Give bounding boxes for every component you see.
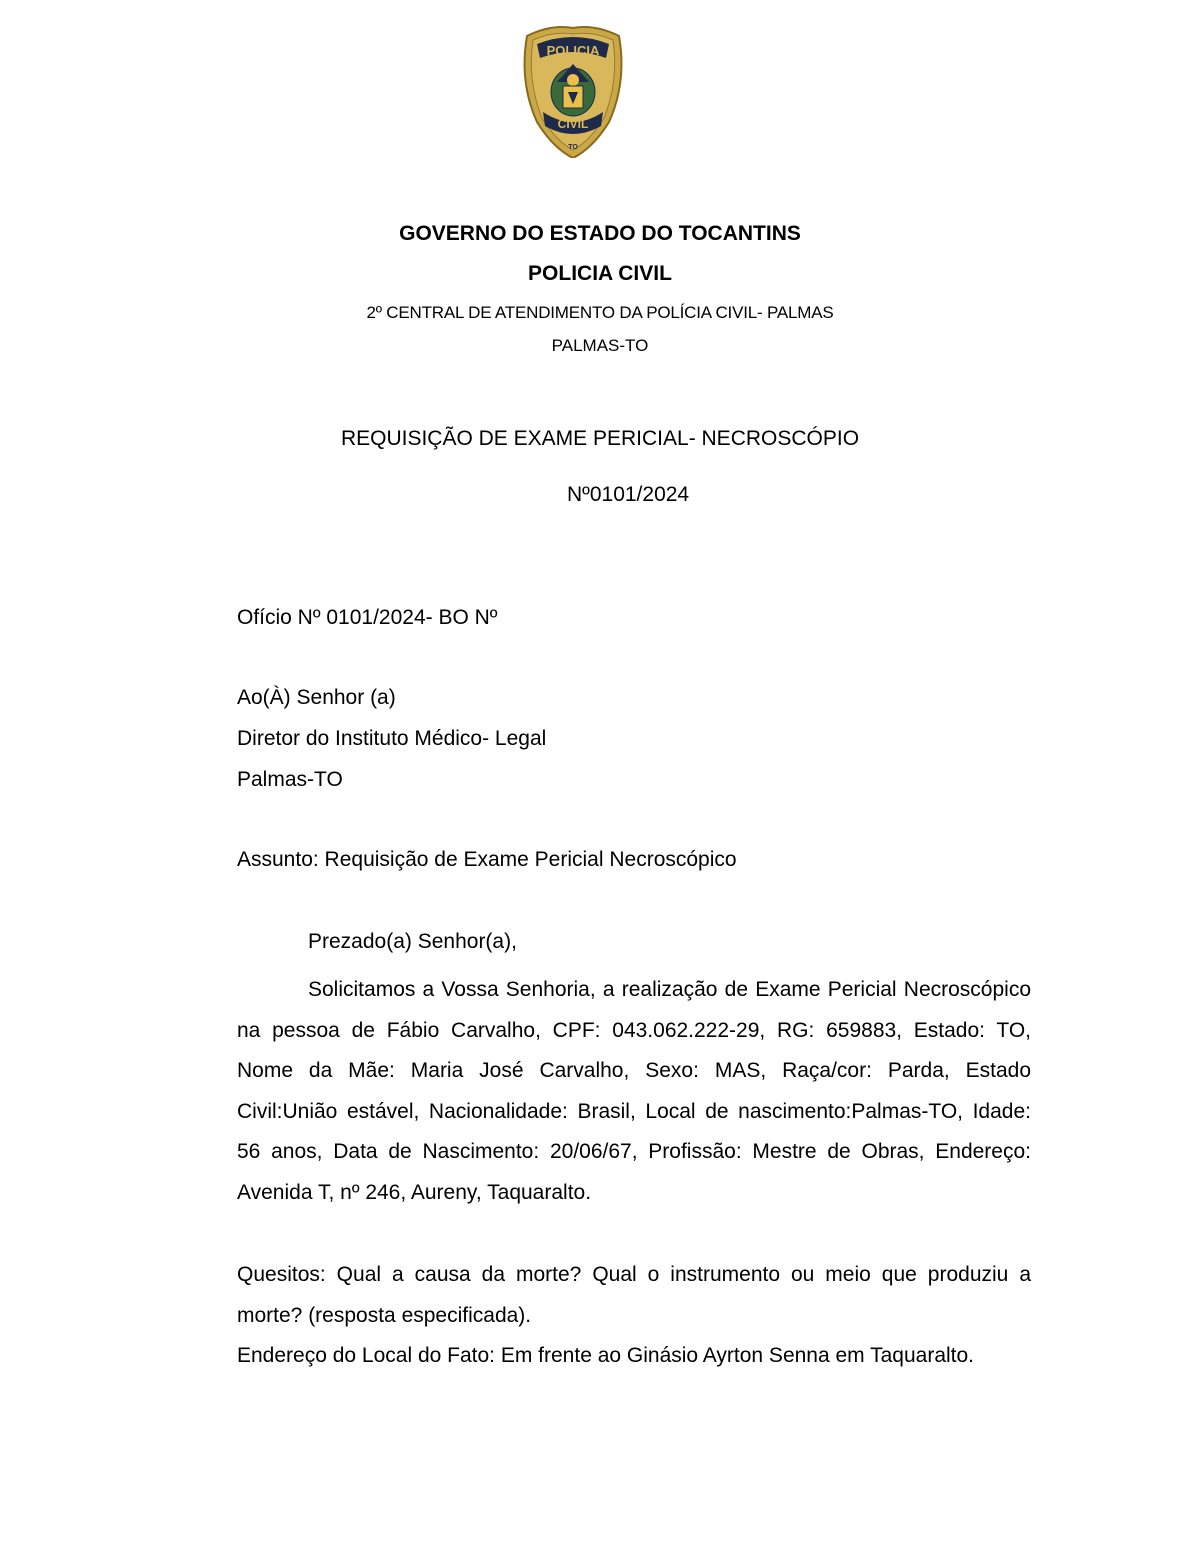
document-title: REQUISIÇÃO DE EXAME PERICIAL- NECROSCÓPIO <box>340 427 860 450</box>
questions-paragraph: Quesitos: Qual a causa da morte? Qual o instrumento ou meio que produziu a morte? (resposta especificada). <box>237 1263 1031 1327</box>
policia-civil-badge-icon <box>521 22 625 158</box>
document-number: Nº0101/2024 <box>567 483 690 506</box>
recipient-title: Diretor do Instituto Médico- Legal <box>237 727 547 750</box>
badge-bottom-text: CIVIL <box>557 117 589 131</box>
badge-state-text: TO <box>568 144 578 151</box>
greeting-line: Prezado(a) Senhor(a), <box>308 930 517 953</box>
request-paragraph: Solicitamos a Vossa Senhoria, a realização de Exame Pericial Necroscópico na pessoa de Fábio Carvalho, CPF: 043.062.222-29, RG: 659883, Estado: TO, Nome da Mãe: Maria José Carvalho, Sexo: MAS, Raça/cor: Parda, Estado Civil:União estável, Nacionalidade: Brasil, Local de nascimento:Palmas-TO, Idade: 56 anos, Data de Nascimento: 20/06/67, Profissão: Mestre de Obras, Endereço: Avenida T, nº 246, Aureny, Taquaralto. <box>237 978 1031 1204</box>
badge-top-text: POLICIA <box>546 43 600 58</box>
recipient-city: Palmas-TO <box>237 768 343 791</box>
subject-line: Assunto: Requisição de Exame Pericial Necroscópico <box>237 848 737 871</box>
city-subheading: PALMAS-TO <box>551 336 649 355</box>
central-subheading: 2º CENTRAL DE ATENDIMENTO DA POLÍCIA CIVIL- PALMAS <box>366 303 834 322</box>
department-heading: POLICIA CIVIL <box>528 262 672 285</box>
government-heading: GOVERNO DO ESTADO DO TOCANTINS <box>399 222 801 245</box>
recipient-line: Ao(À) Senhor (a) <box>237 686 396 709</box>
oficio-line: Ofício Nº 0101/2024- BO Nº <box>237 606 498 629</box>
location-paragraph: Endereço do Local do Fato: Em frente ao Ginásio Ayrton Senna em Taquaralto. <box>237 1344 975 1367</box>
